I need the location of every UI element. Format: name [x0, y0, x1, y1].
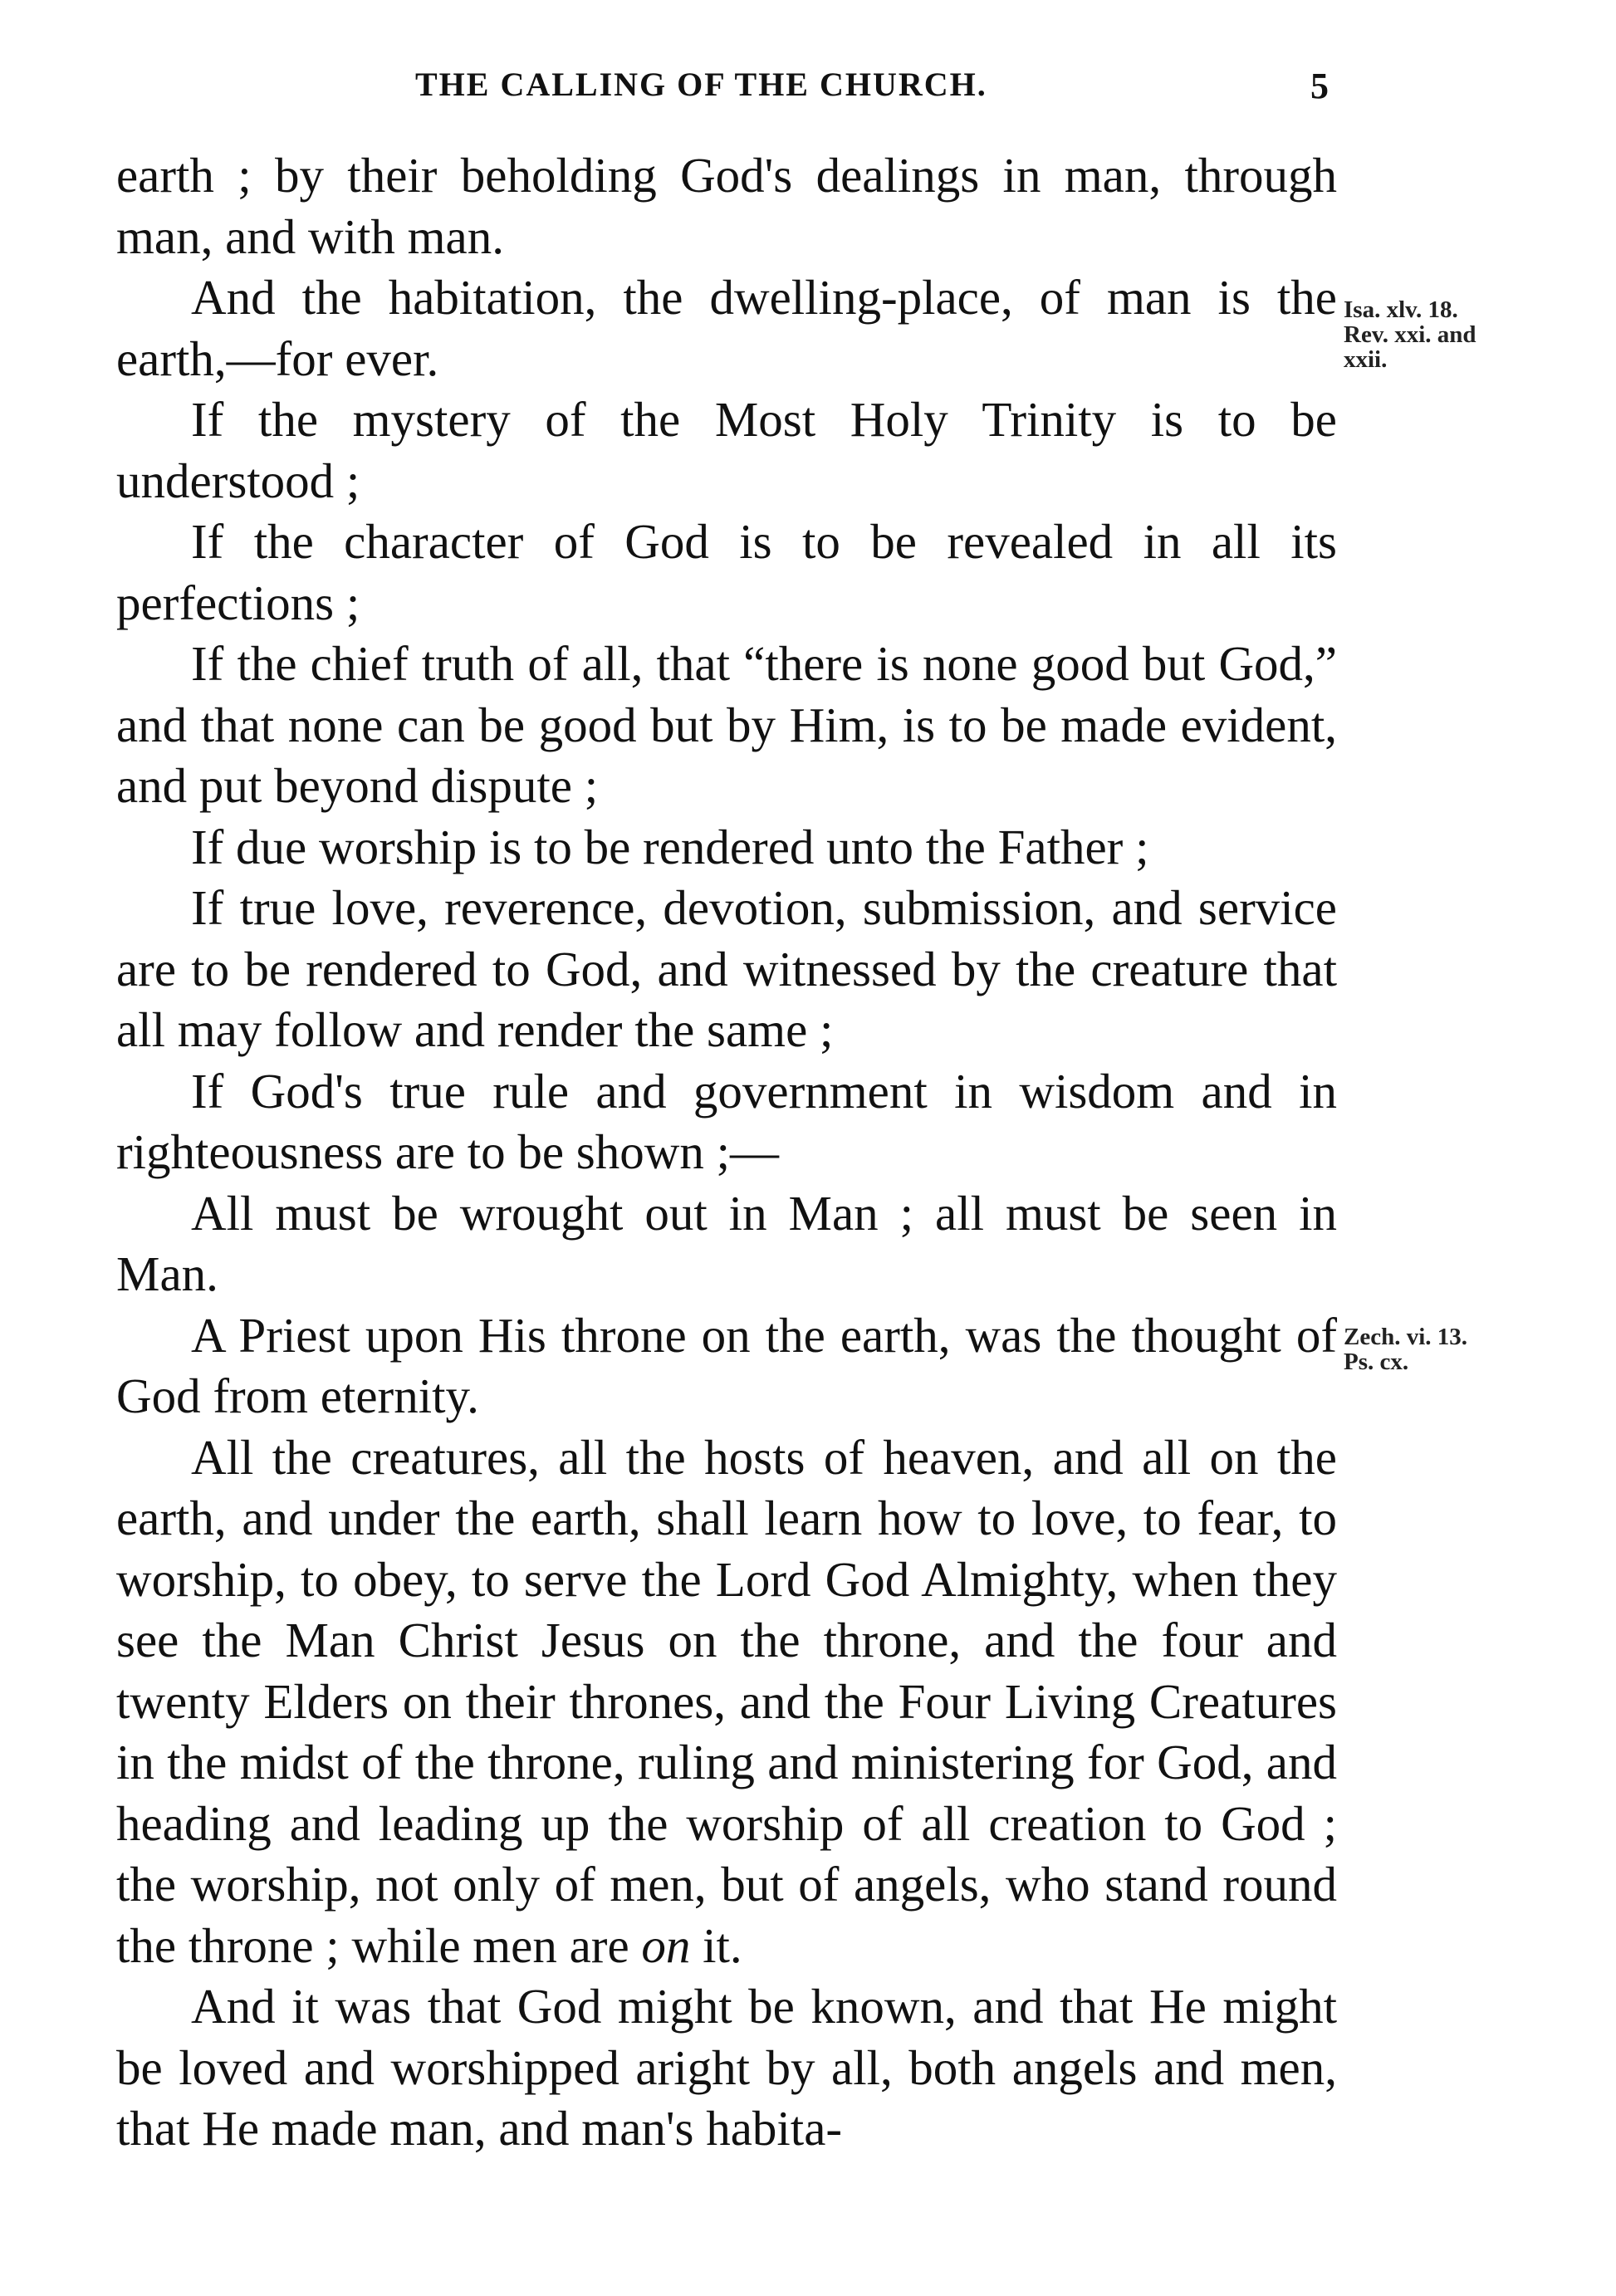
margin-reference-line: Zech. vi. 13.	[1344, 1324, 1468, 1350]
paragraph: And the habitation, the dwelling-place, of man is the earth,—for ever.	[116, 270, 1337, 386]
paragraph: If the character of God is to be revealed in all its perfections ;	[116, 514, 1337, 630]
paragraph: If God's true rule and government in wisdom and in righteousness are to be shown ;—	[116, 1063, 1337, 1179]
page-number: 5	[1310, 66, 1329, 106]
paragraph: If true love, reverence, devotion, submission, and service are to be rendered to God, and witnessed by the creature that all may follow and render the same ;	[116, 880, 1337, 1057]
paragraph: If due worship is to be rendered unto the Father ;	[191, 819, 1149, 874]
paragraph: A Priest upon His throne on the earth, was the thought of God from eternity.	[116, 1307, 1337, 1423]
margin-reference-line: Isa. xlv. 18.	[1344, 296, 1458, 323]
paragraph	[116, 1427, 1337, 1977]
margin-reference	[1344, 1324, 1467, 1374]
paragraph-text: All the creatures, all the hosts of heaven, and all on the earth, and under the earth, shall learn how to love, to fear, to worship, to obey, to serve the Lord God Almighty, when they see the Man Christ Jesus on the throne, and the four and twenty Elders on their thrones, and the Four Living Creatures in the midst of the throne, ruling and ministering for God, and heading and leading up the worship of all creation to God ; the worship, not only of men, but of angels, who stand round the throne ; while men are	[116, 1429, 1337, 1973]
margin-reference	[1344, 297, 1476, 372]
running-title: THE CALLING OF THE CHURCH.	[415, 66, 987, 103]
paragraph: And it was that God might be known, and that He might be loved and worshipped aright by all, both angels and men, that He made man, and man's habita-	[116, 1979, 1337, 2156]
paragraph: All must be wrought out in Man ; all must be seen in Man.	[116, 1185, 1337, 1301]
paragraph: If the chief truth of all, that “there is none good but God,” and that none can be good but by Him, is to be made evident, and put beyond dispute ;	[116, 636, 1337, 813]
margin-reference-line: xxii.	[1344, 346, 1388, 373]
margin-reference-line: Rev. xxi. and	[1344, 321, 1476, 348]
italic-word: on	[641, 1917, 691, 1973]
paragraph-tail: it.	[690, 1917, 742, 1973]
body-text	[116, 145, 1337, 2160]
margin-reference-line: Ps. cx.	[1344, 1349, 1409, 1375]
paragraph: If the mystery of the Most Holy Trinity is to be understood ;	[116, 392, 1337, 508]
paragraph: earth ; by their beholding God's dealings in man, through man, and with man.	[116, 148, 1337, 264]
